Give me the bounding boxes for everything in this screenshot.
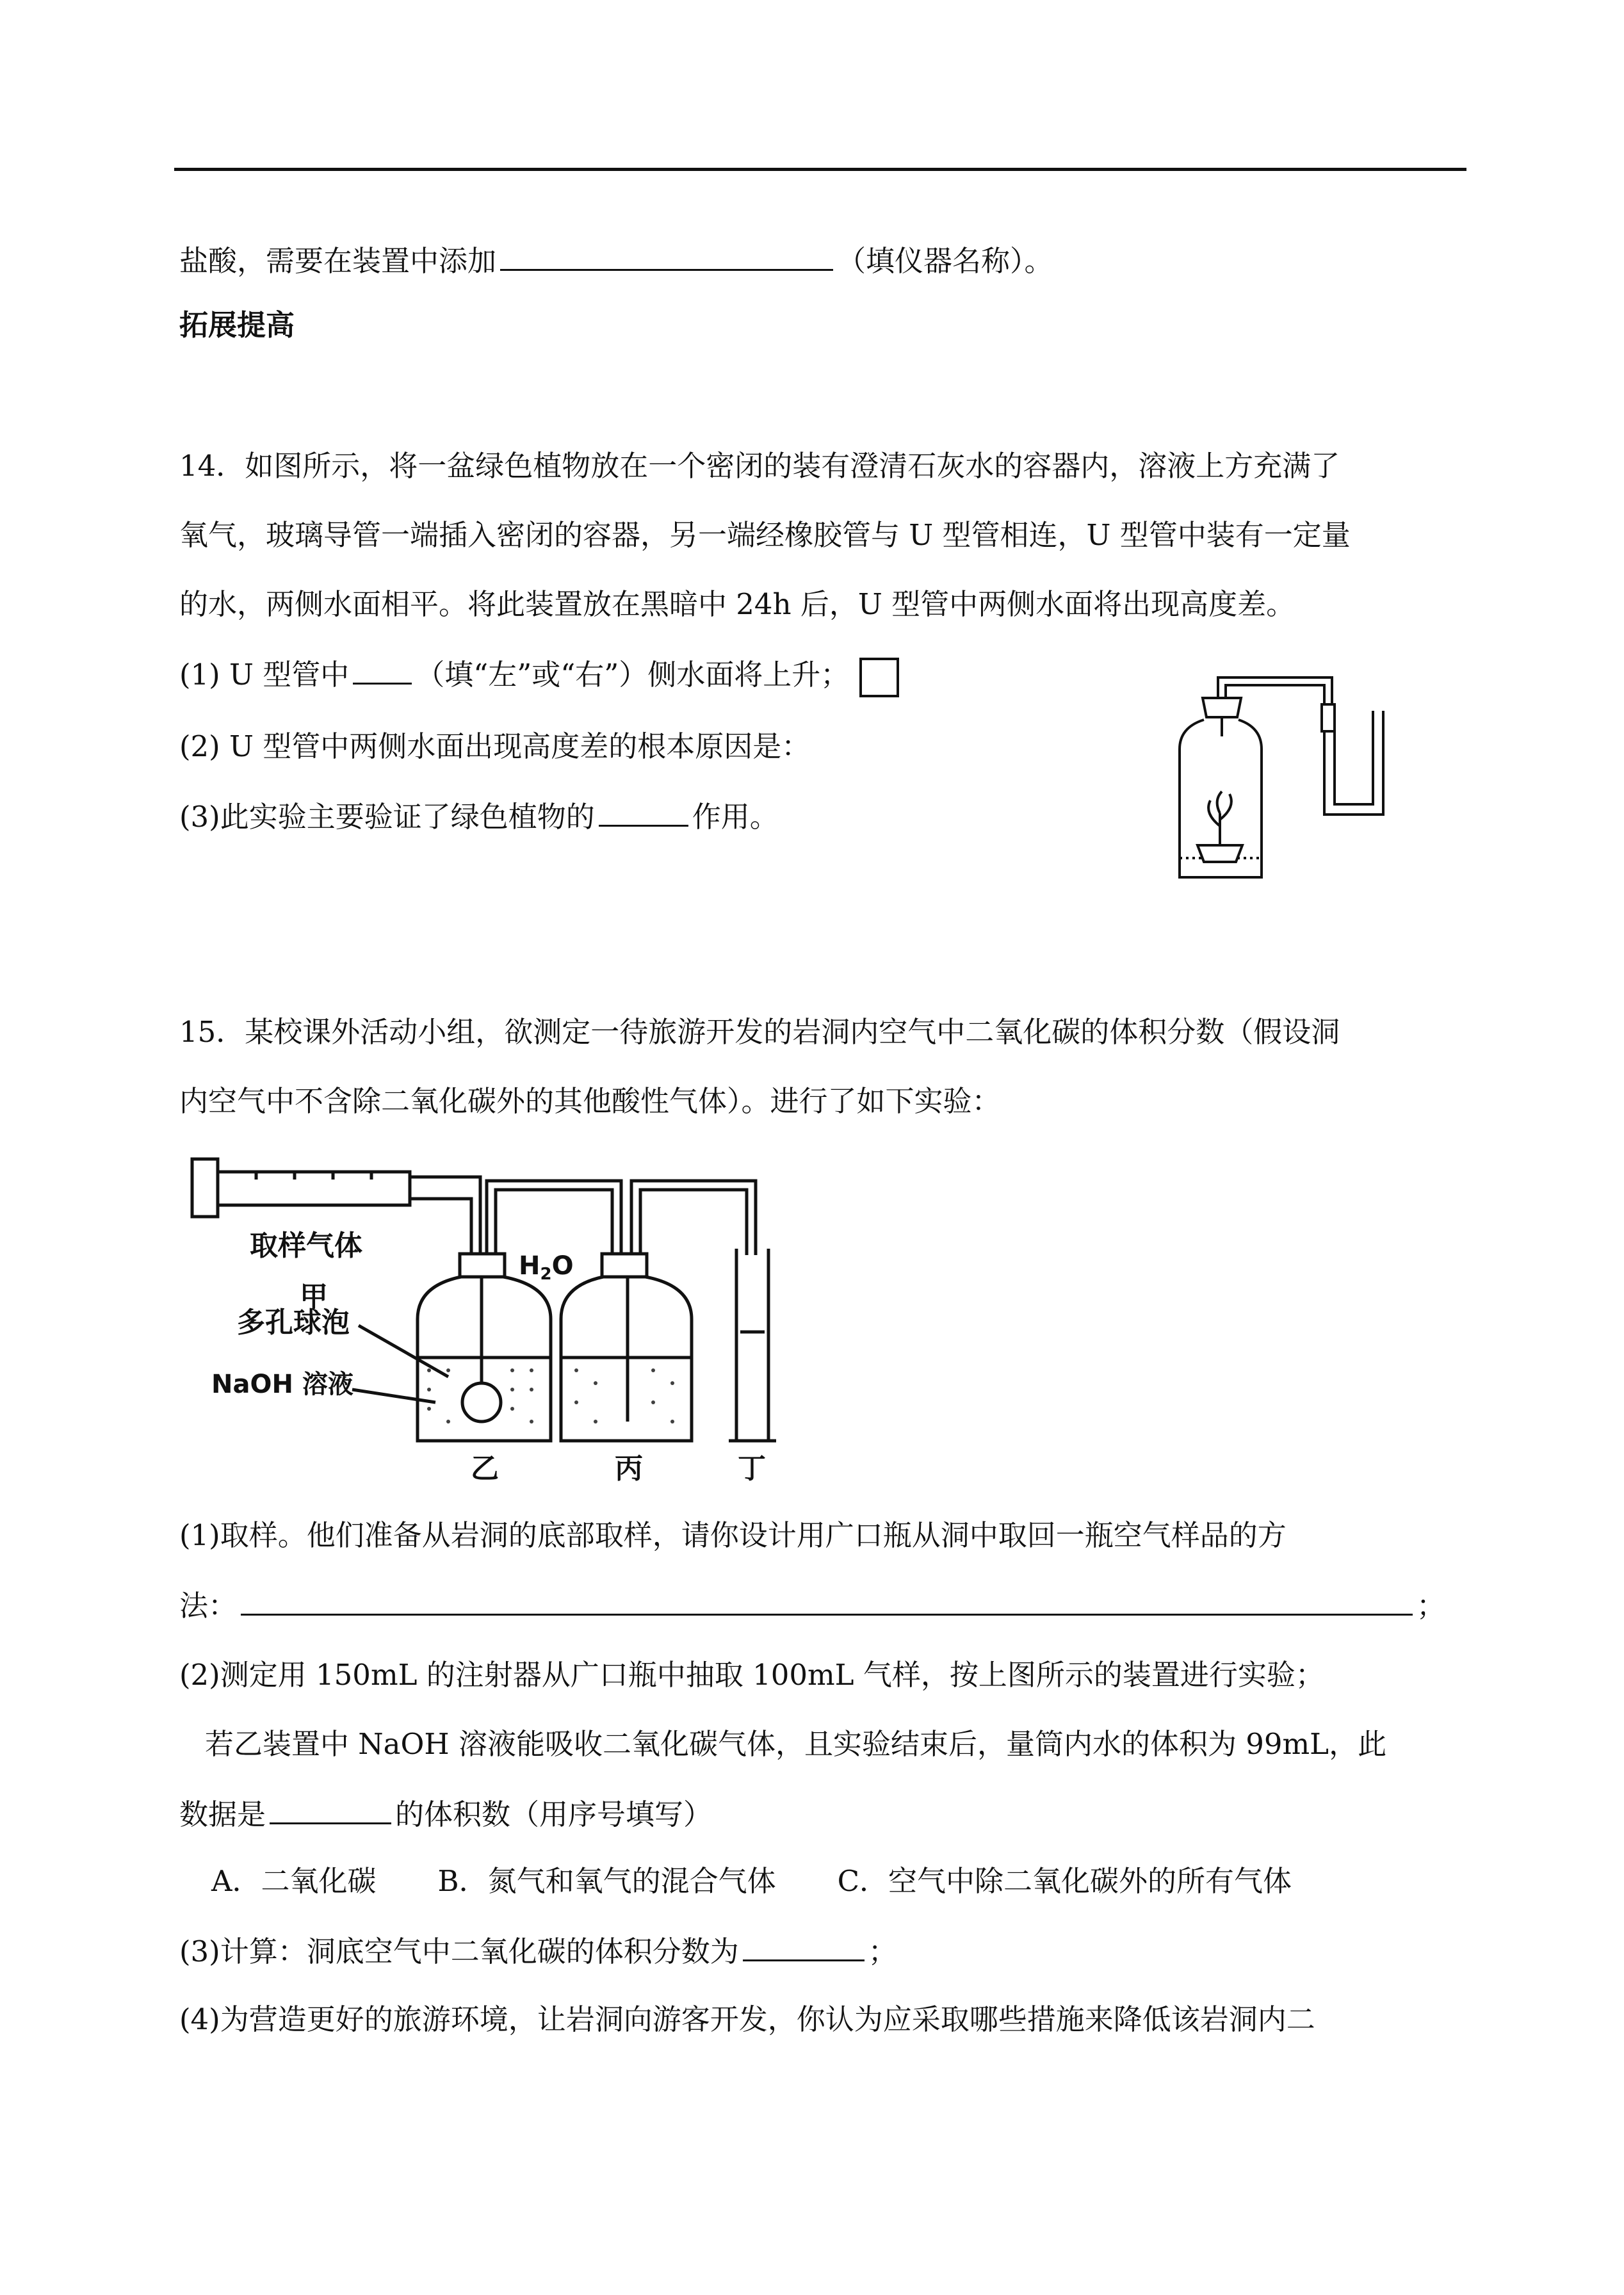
- q15-line-2: 内空气中不含除二氧化碳外的其他酸性气体）。进行了如下实验：: [179, 1084, 1001, 1118]
- q15-apparatus-figure: [179, 1140, 807, 1486]
- syringe-barrel: [218, 1172, 410, 1205]
- q14-line-2: 氧气，玻璃导管一端插入密闭的容器，另一端经橡胶管与 U 型管相连，U 型管中装有一定量: [179, 518, 1351, 552]
- q15-option-a[interactable]: A．二氧化碳: [211, 1864, 377, 1898]
- q15-p2-line-3: [179, 1794, 712, 1834]
- q15-p2-line-2: 若乙装置中 NaOH 溶液能吸收二氧化碳气体，且实验结束后，量筒内水的体积为 99mL，此: [205, 1727, 1387, 1761]
- label-ding: 丁: [738, 1452, 766, 1485]
- q14-sub3-before: (3)此实验主要验证了绿色植物的: [179, 800, 595, 834]
- header-rule: [174, 168, 1466, 171]
- q15-options: [211, 1862, 1353, 1901]
- label-naoh: NaOH 溶液: [211, 1370, 353, 1399]
- q15-p3-blank[interactable]: [743, 1931, 865, 1961]
- q13-answer-blank[interactable]: [500, 241, 833, 271]
- q15-p3-after: ；: [868, 1934, 897, 1968]
- q15-p2-line-1: (2)测定用 150mL 的注射器从广口瓶中抽取 100mL 气样，按上图所示的装置进行实验；: [179, 1658, 1324, 1692]
- q14-line-3: 的水，两侧水面相平。将此装置放在黑暗中 24h 后，U 型管中两侧水面将出现高度差。: [179, 587, 1295, 621]
- q13-text-before: 盐酸，需要在装置中添加: [179, 244, 497, 278]
- syringe-plunger-head: [192, 1159, 218, 1217]
- q14-sub1-blank[interactable]: [353, 654, 412, 685]
- q15-p1-before: 法：: [179, 1589, 238, 1623]
- q14-line-1: 14．如图所示，将一盆绿色植物放在一个密闭的装有澄清石灰水的容器内，溶液上方充满了: [179, 449, 1340, 483]
- q15-p3: [179, 1931, 897, 1971]
- section-title: 拓展提高: [179, 308, 295, 342]
- label-h2o: $H_2O$: [519, 1251, 574, 1284]
- label-jia: 甲: [300, 1281, 328, 1313]
- label-yi: 乙: [471, 1452, 499, 1485]
- q15-p2-before: 数据是: [179, 1797, 266, 1831]
- q15-p1-after: ；: [1417, 1589, 1446, 1623]
- q15-p1-blank[interactable]: [241, 1585, 1413, 1616]
- q14-sub1-before: (1) U 型管中: [179, 658, 350, 692]
- q15-option-b[interactable]: B．氮气和氧气的混合气体: [437, 1864, 776, 1898]
- q14-sub1-after: （填“左”或“右”）侧水面将上升；: [416, 658, 850, 692]
- q14-sub-2: (2) U 型管中两侧水面出现高度差的根本原因是：: [179, 729, 811, 763]
- q15-p4: (4)为营造更好的旅游环境，让岩洞向游客开发，你认为应采取哪些措施来降低该岩洞内二: [179, 2002, 1315, 2036]
- q15-p1-line-1: (1)取样。他们准备从岩洞的底部取样，请你设计用广口瓶从洞中取回一瓶空气样品的方: [179, 1518, 1287, 1552]
- q14-sub-3: [179, 797, 779, 836]
- q14-apparatus-figure: [1165, 666, 1409, 884]
- q14-answer-box[interactable]: [859, 658, 899, 697]
- q15-option-c[interactable]: C．空气中除二氧化碳外的所有气体: [837, 1864, 1292, 1898]
- label-bing: 丙: [615, 1452, 643, 1485]
- q13-tail-line: [179, 241, 1053, 280]
- label-bubble: 多孔球泡: [237, 1306, 350, 1339]
- q13-text-after: （填仪器名称）。: [837, 244, 1053, 278]
- q15-p2-after: 的体积数（用序号填写）: [395, 1797, 713, 1831]
- q15-p2-blank[interactable]: [270, 1794, 391, 1824]
- q14-sub3-after: 作用。: [692, 800, 779, 834]
- q14-sub-1: [179, 654, 899, 697]
- q15-p1-line-2: [179, 1585, 1445, 1625]
- q14-sub3-blank[interactable]: [599, 797, 688, 827]
- q15-line-1: 15．某校课外活动小组，欲测定一待旅游开发的岩洞内空气中二氧化碳的体积分数（假设洞: [179, 1015, 1340, 1049]
- q15-p3-before: (3)计算：洞底空气中二氧化碳的体积分数为: [179, 1934, 739, 1968]
- label-sample-gas: 取样气体: [250, 1229, 362, 1262]
